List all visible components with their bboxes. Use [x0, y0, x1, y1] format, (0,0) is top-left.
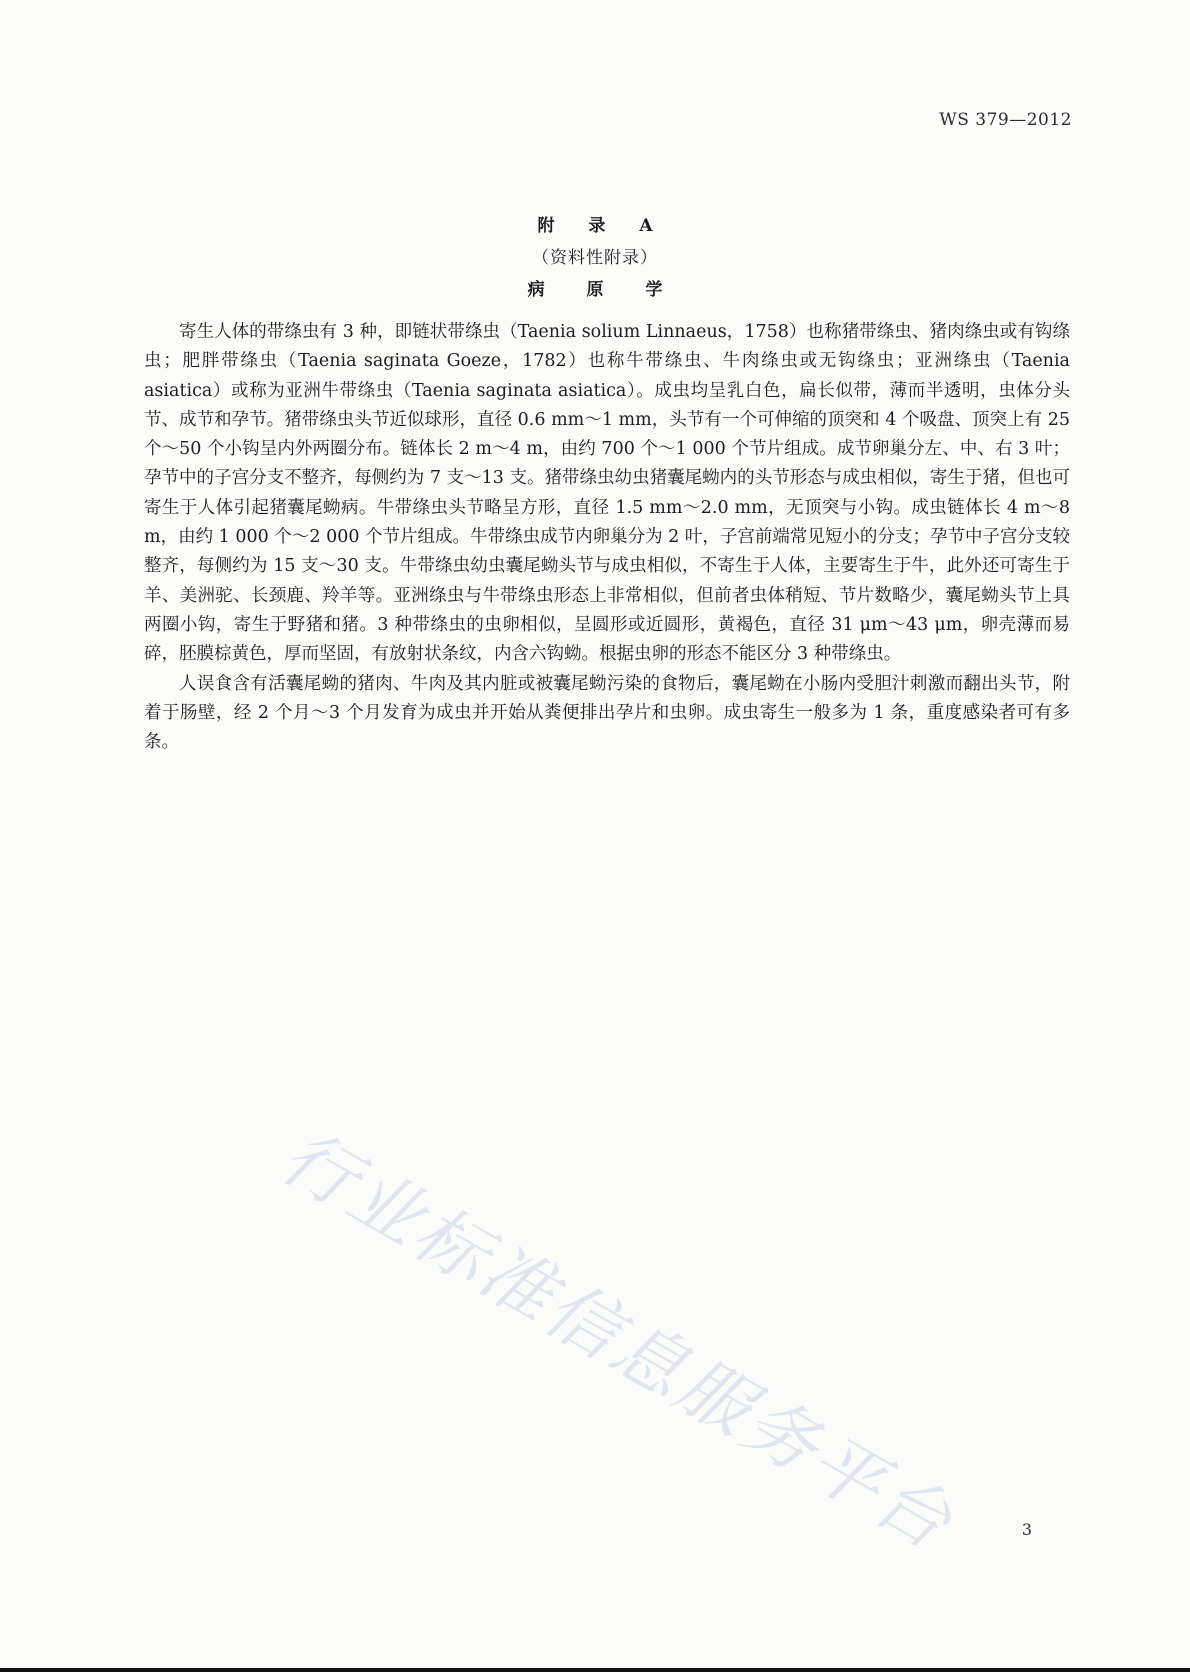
- scan-edge-divider: [0, 1668, 1190, 1672]
- appendix-type: （资料性附录）: [532, 248, 658, 268]
- page-number: 3: [1021, 1520, 1032, 1539]
- paragraph-1: 寄生人体的带绦虫有 3 种，即链状带绦虫（Taenia solium Linnaeus，1758）也称猪带绦虫、猪肉绦虫或有钩绦虫；肥胖带绦虫（Taenia saginata Goeze，1782）也称牛带绦虫、牛肉绦虫或无钩绦虫；亚洲绦虫（Taenia asiatica）或称为亚洲牛带绦虫（Taenia saginata asiatica）。成虫均呈乳白色，扁长似带，薄而半透明，虫体分头节、成节和孕节。猪带绦虫头节近似球形，直径 0.6 mm～1 mm，头节有一个可伸缩的顶突和 4 个吸盘、顶突上有 25 个～50 个小钩呈内外两圈分布。链体长 2 m～4 m，由约 700 个～1 000 个节片组成。成节卵巢分左、中、右 3 叶；孕节中的子宫分支不整齐，每侧约为 7 支～13 支。猪带绦虫幼虫猪囊尾蚴内的头节形态与成虫相似，寄生于猪，但也可寄生于人体引起猪囊尾蚴病。牛带绦虫头节略呈方形，直径 1.5 mm～2.0 mm，无顶突与小钩。成虫链体长 4 m～8 m，由约 1 000 个～2 000 个节片组成。牛带绦虫成节内卵巢分为 2 叶，子宫前端常见短小的分支；孕节中子宫分支较整齐，每侧约为 15 支～30 支。牛带绦虫幼虫囊尾蚴头节与成虫相似，不寄生于人体，主要寄生于牛，此外还可寄生于羊、美洲驼、长颈鹿、羚羊等。亚洲绦虫与牛带绦虫形态上非常相似，但前者虫体稍短、节片数略少，囊尾蚴头节上具两圈小钩，寄生于野猪和猪。3 种带绦虫的虫卵相似，呈圆形或近圆形，黄褐色，直径 31 μm～43 μm，卵壳薄而易碎，胚膜棕黄色，厚而坚固，有放射状条纹，内含六钩蚴。根据虫卵的形态不能区分 3 种带绦虫。: [144, 322, 1070, 665]
- watermark: 行业标准信息服务平台: [268, 1113, 969, 1567]
- paragraph-2: 人误食含有活囊尾蚴的猪肉、牛肉及其内脏或被囊尾蚴污染的食物后，囊尾蚴在小肠内受胆汁刺激而翻出头节，附着于肠壁，经 2 个月～3 个月发育为成虫并开始从粪便排出孕片和虫卵。成虫寄生一般多为 1 条，重度感染者可有多条。: [144, 673, 1070, 753]
- appendix-name: 病 原 学: [527, 280, 681, 300]
- appendix-heading: [0, 210, 1190, 306]
- standard-number: WS 379—2012: [939, 110, 1072, 130]
- body-text: [144, 318, 1070, 757]
- appendix-title: 附 录 A: [537, 216, 667, 236]
